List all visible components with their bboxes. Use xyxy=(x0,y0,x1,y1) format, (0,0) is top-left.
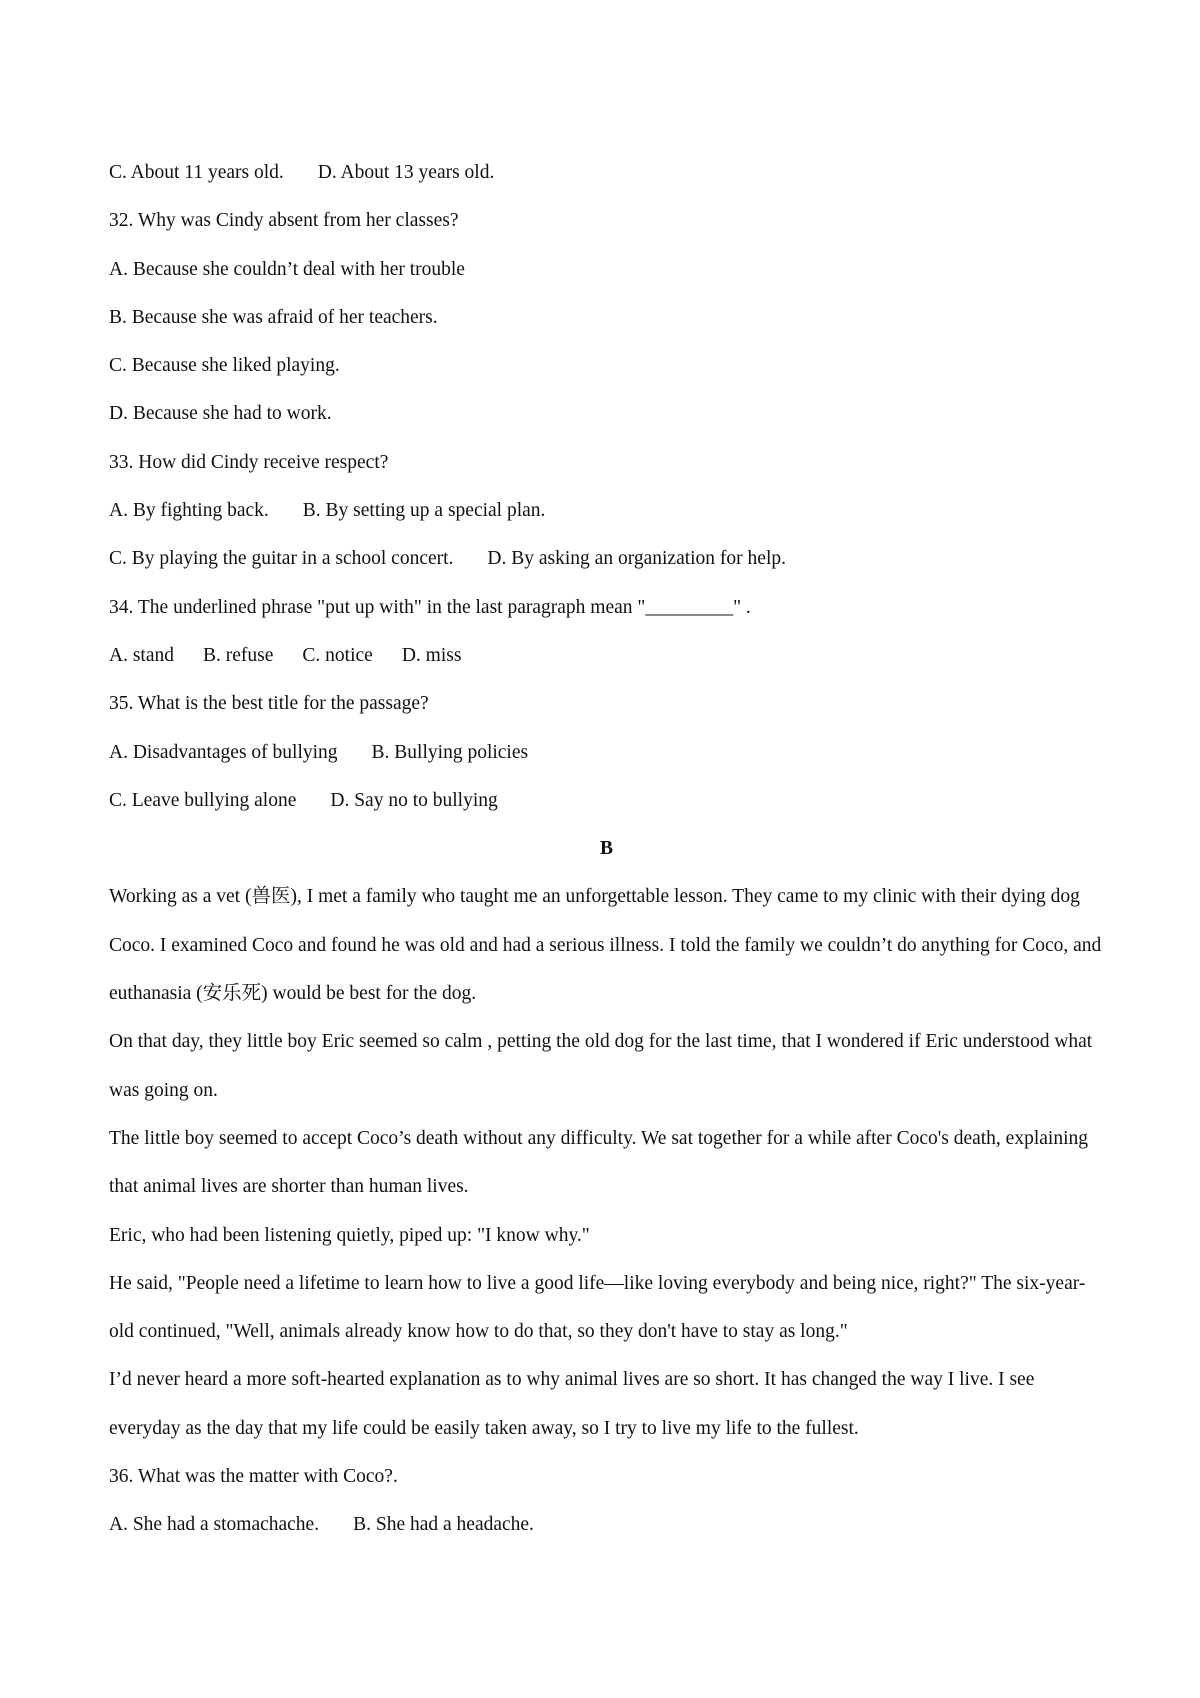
q33-option-a: A. By fighting back. xyxy=(109,500,269,522)
q31-options xyxy=(109,149,1104,197)
q32-option-a: A. Because she couldn’t deal with her trouble xyxy=(109,258,465,280)
q35-option-a: A. Disadvantages of bullying xyxy=(109,741,338,763)
q35-option-c: C. Leave bullying alone xyxy=(109,789,297,811)
q34-option-d: D. miss xyxy=(401,644,462,666)
document-page xyxy=(109,149,1104,1550)
q34-option-a: A. stand xyxy=(109,644,174,666)
q31-option-d: D. About 13 years old. xyxy=(317,162,495,183)
q35-question: 35. What is the best title for the passage? xyxy=(109,693,429,715)
q32-option-d: D. Because she had to work. xyxy=(109,403,332,425)
section-b-title: B xyxy=(599,838,613,860)
q34-option-b: B. refuse xyxy=(203,644,274,666)
q35-options-cd xyxy=(109,777,1104,825)
q33-option-c: C. By playing the guitar in a school concert. xyxy=(109,548,454,570)
q33-option-b: B. By setting up a special plan. xyxy=(302,500,546,522)
q35-option-b: B. Bullying policies xyxy=(371,741,529,763)
q36-option-b: B. She had a headache. xyxy=(353,1514,534,1536)
passage-paragraph-6: I’d never heard a more soft-hearted explanation as to why animal lives are so short. It has changed the way I live. I see everyday as the day that my life could be easily taken away, so I try to live my life to the fullest. xyxy=(109,1369,1035,1439)
q34-question: 34. The underlined phrase "put up with" in the last paragraph mean "_________" . xyxy=(109,596,751,618)
q36-options-ab xyxy=(109,1501,1104,1549)
q35-options-ab xyxy=(109,729,1104,777)
passage-paragraph-3: The little boy seemed to accept Coco’s death without any difficulty. We sat together for a while after Coco's death, explaining that animal lives are shorter than human lives. xyxy=(109,1127,1088,1198)
q35-option-d: D. Say no to bullying xyxy=(330,789,498,811)
q36-question: 36. What was the matter with Coco?. xyxy=(109,1466,398,1488)
q33-options-ab xyxy=(109,487,1104,535)
passage-paragraph-5: He said, "People need a lifetime to learn how to live a good life—like loving everybody and being nice, right?" The six-year-old continued, "Well, animals already know how to do that, so they don't have to stay as long." xyxy=(109,1272,1086,1343)
q34-option-c: C. notice xyxy=(302,644,373,666)
q32-option-b: B. Because she was afraid of her teachers. xyxy=(109,306,438,328)
q32-question: 32. Why was Cindy absent from her classes? xyxy=(109,210,459,232)
passage-paragraph-2: On that day, they little boy Eric seemed so calm , petting the old dog for the last time, that I wondered if Eric understood what was going on. xyxy=(109,1031,1093,1101)
passage-paragraph-1: Working as a vet (兽医), I met a family who taught me an unforgettable lesson. They came to my clinic with their dying dog Coco. I examined Coco and found he was old and had a serious illness. I told the family we couldn’t do anything for Coco, and euthanasia (安乐死) would be best for the dog. xyxy=(109,886,1102,1005)
q33-options-cd xyxy=(109,535,1104,583)
q34-options xyxy=(109,632,1104,680)
q33-option-d: D. By asking an organization for help. xyxy=(487,548,786,570)
q31-option-c: C. About 11 years old. xyxy=(109,162,284,183)
q32-option-c: C. Because she liked playing. xyxy=(109,355,340,377)
q33-question: 33. How did Cindy receive respect? xyxy=(109,451,389,473)
passage-paragraph-4: Eric, who had been listening quietly, piped up: "I know why." xyxy=(109,1224,590,1246)
q36-option-a: A. She had a stomachache. xyxy=(109,1514,320,1536)
